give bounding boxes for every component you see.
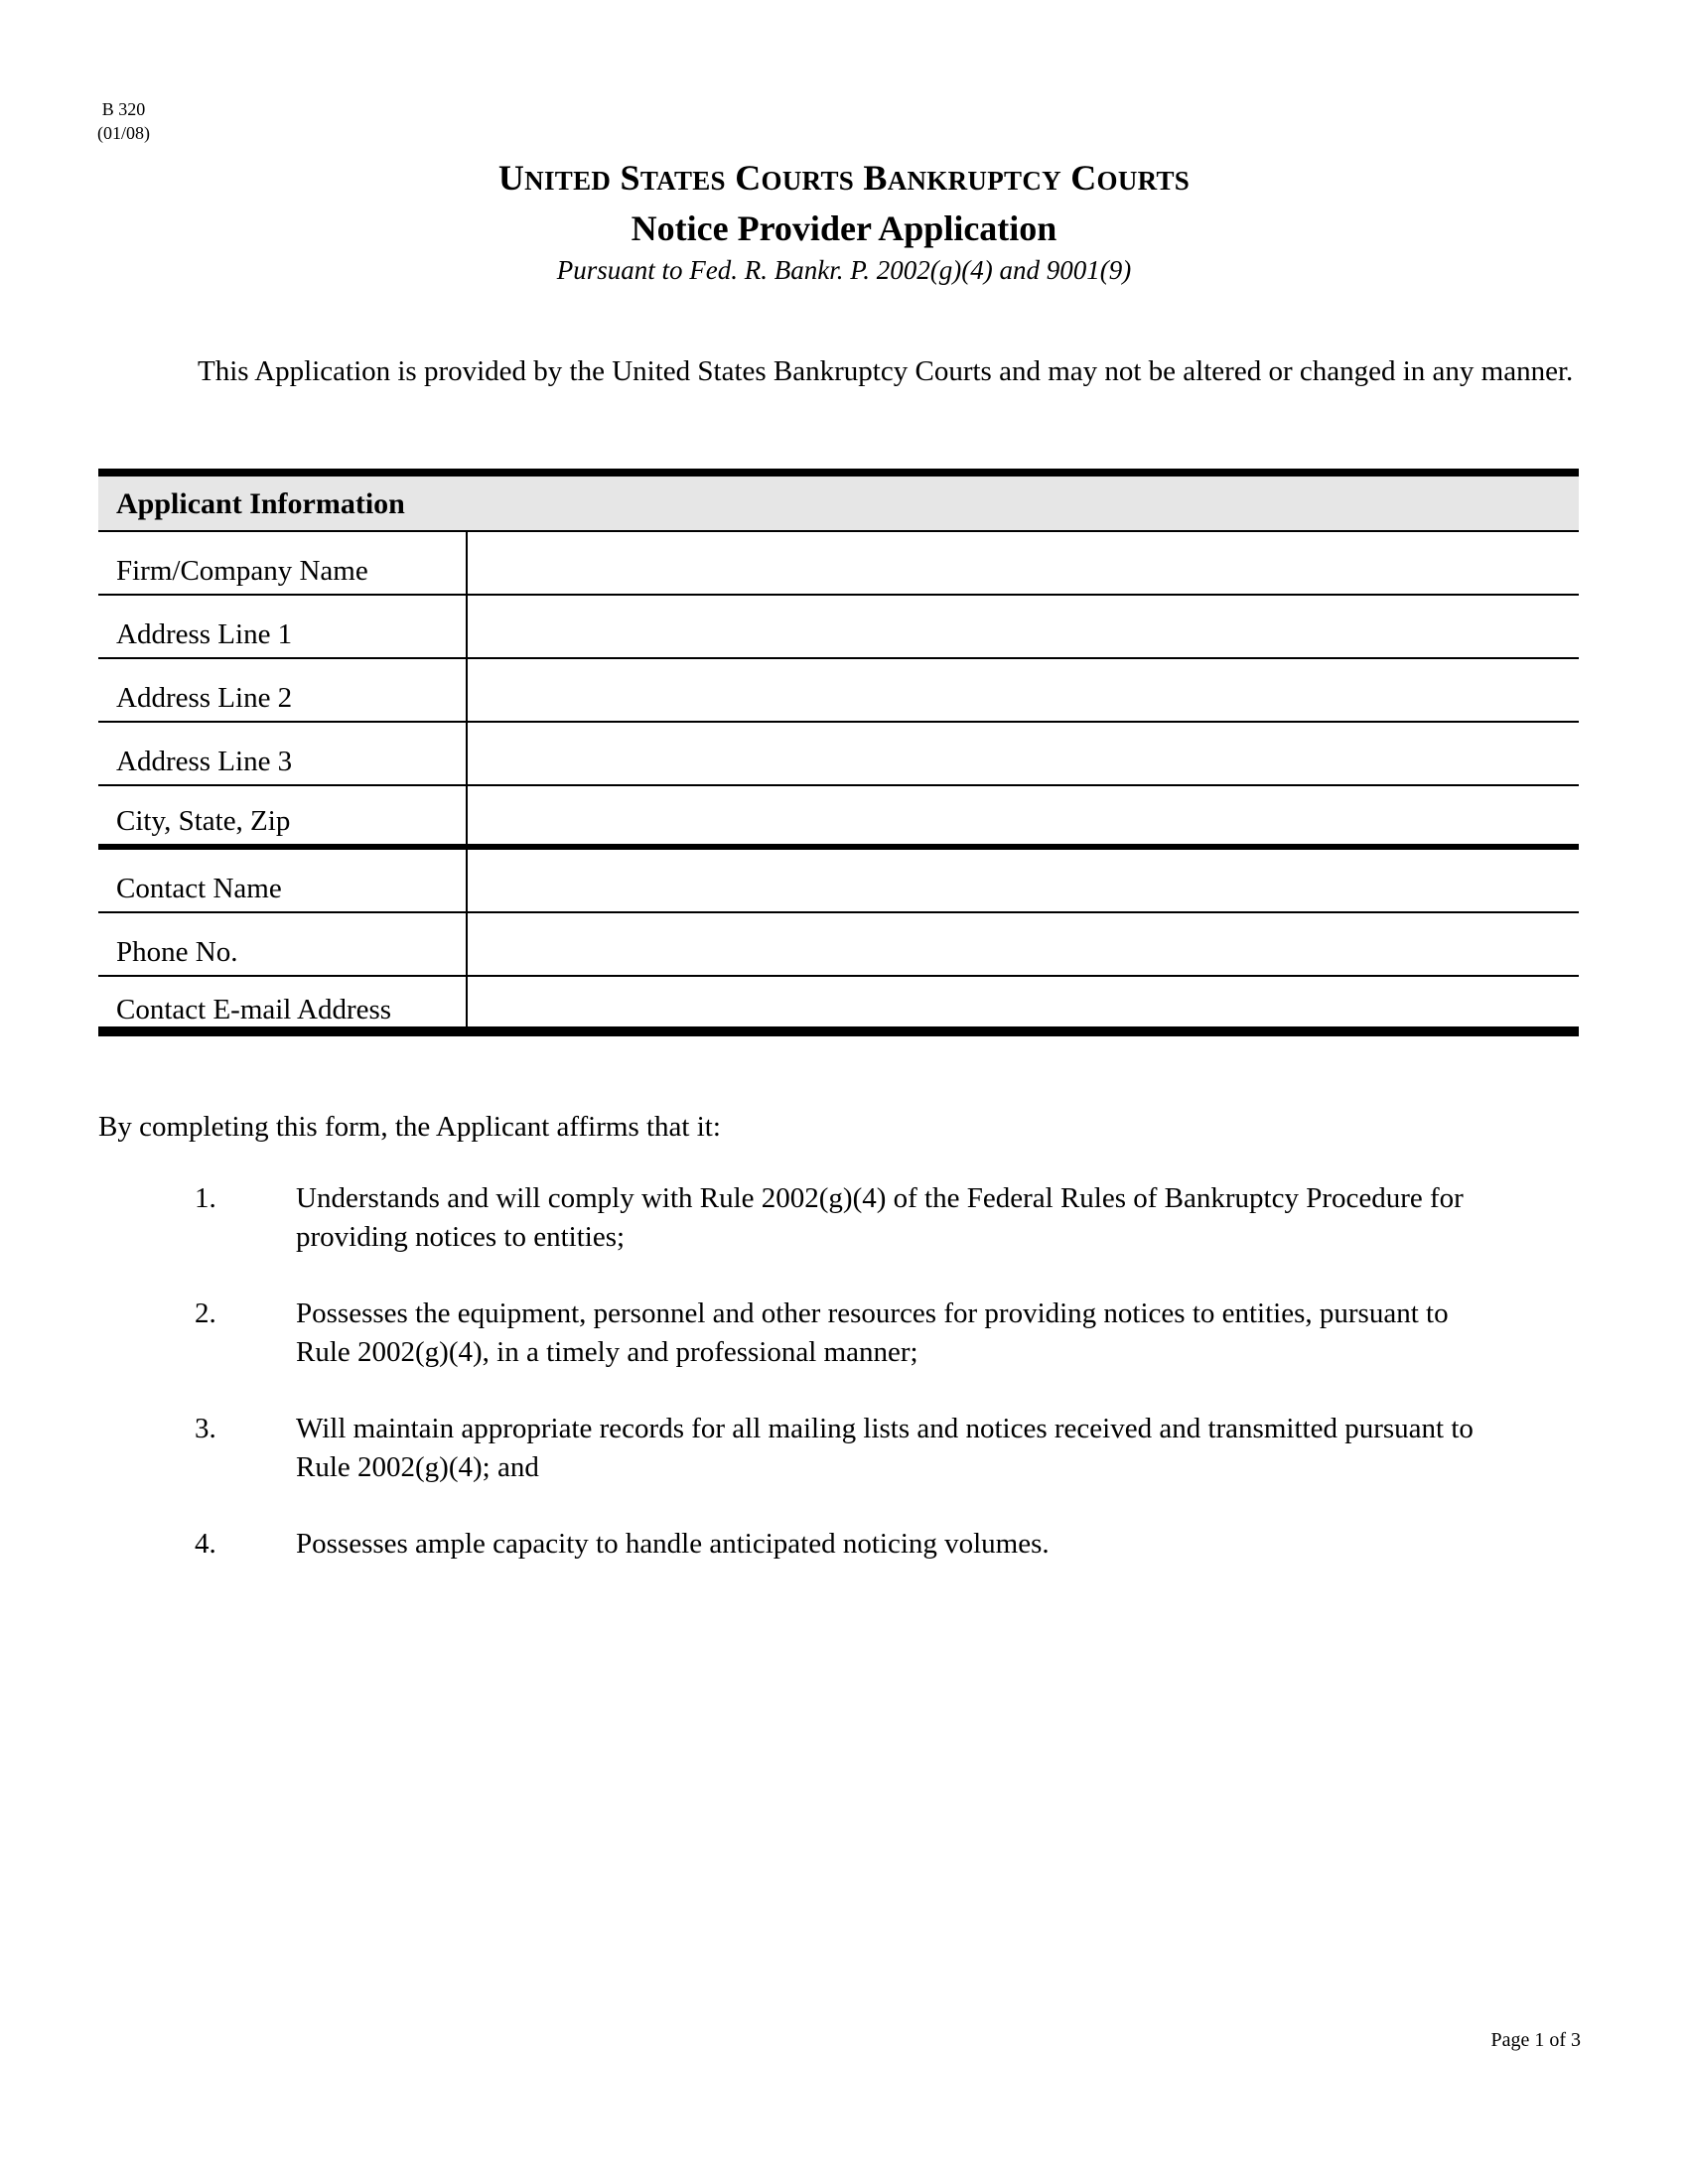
form-code (97, 97, 150, 145)
form-row-address-3 (98, 723, 1579, 786)
field-label: Address Line 3 (98, 723, 468, 784)
form-row-address-1 (98, 596, 1579, 659)
pursuant-citation: Pursuant to Fed. R. Bankr. P. 2002(g)(4) and 9001(9) (556, 255, 1132, 285)
field-label: Phone No. (98, 913, 468, 975)
item-number: 3. (195, 1413, 216, 1444)
page-number: Page 1 of 3 (1490, 2029, 1581, 2051)
email-input[interactable] (468, 977, 1579, 1026)
contact-name-input[interactable] (468, 850, 1579, 911)
form-row-contact-name (98, 850, 1579, 913)
section-title: Applicant Information (98, 477, 1579, 532)
list-item (195, 1410, 1505, 1487)
city-state-zip-input[interactable] (468, 786, 1579, 844)
item-text: Will maintain appropriate records for all mailing lists and notices received and transmitted pursuant to Rule 2002(g)(4); and (296, 1413, 1474, 1483)
item-number: 2. (195, 1297, 216, 1329)
item-number: 4. (195, 1528, 216, 1560)
address-line-1-input[interactable] (468, 596, 1579, 657)
affirmation-lead: By completing this form, the Applicant affirms that it: (98, 1111, 721, 1143)
form-row-phone (98, 913, 1579, 977)
address-line-3-input[interactable] (468, 723, 1579, 784)
firm-name-input[interactable] (468, 532, 1579, 594)
phone-input[interactable] (468, 913, 1579, 975)
form-subtitle: Notice Provider Application (631, 208, 1057, 248)
form-row-city-state-zip (98, 786, 1579, 850)
form-row-firm-name (98, 532, 1579, 596)
page-title: UNITED STATES COURTS BANKRUPTCY COURTS (497, 158, 1191, 198)
list-item (195, 1525, 1505, 1564)
address-line-2-input[interactable] (468, 659, 1579, 721)
field-label: City, State, Zip (98, 786, 468, 844)
item-text: Understands and will comply with Rule 2002(g)(4) of the Federal Rules of Bankruptcy Procedure for providing notices to entities; (296, 1182, 1464, 1253)
form-number: B 320 (101, 99, 146, 119)
form-row-address-2 (98, 659, 1579, 723)
item-text: Possesses the equipment, personnel and other resources for providing notices to entities, pursuant to Rule 2002(g)(4), in a timely and professional manner; (296, 1297, 1449, 1368)
list-item (195, 1295, 1505, 1372)
field-label: Address Line 1 (98, 596, 468, 657)
field-label: Contact Name (98, 850, 468, 911)
applicant-information-table (98, 469, 1579, 1036)
field-label: Contact E-mail Address (98, 977, 468, 1026)
title-block (0, 154, 1688, 288)
form-row-email (98, 977, 1579, 1036)
form-date: (01/08) (97, 123, 150, 143)
intro-paragraph: This Application is provided by the United States Bankruptcy Courts and may not be altered or changed in any manner. (198, 355, 1574, 387)
affirmation-list (195, 1179, 1505, 1601)
item-text: Possesses ample capacity to handle anticipated noticing volumes. (296, 1528, 1050, 1560)
list-item (195, 1179, 1505, 1257)
item-number: 1. (195, 1182, 216, 1214)
field-label: Firm/Company Name (98, 532, 468, 594)
field-label: Address Line 2 (98, 659, 468, 721)
